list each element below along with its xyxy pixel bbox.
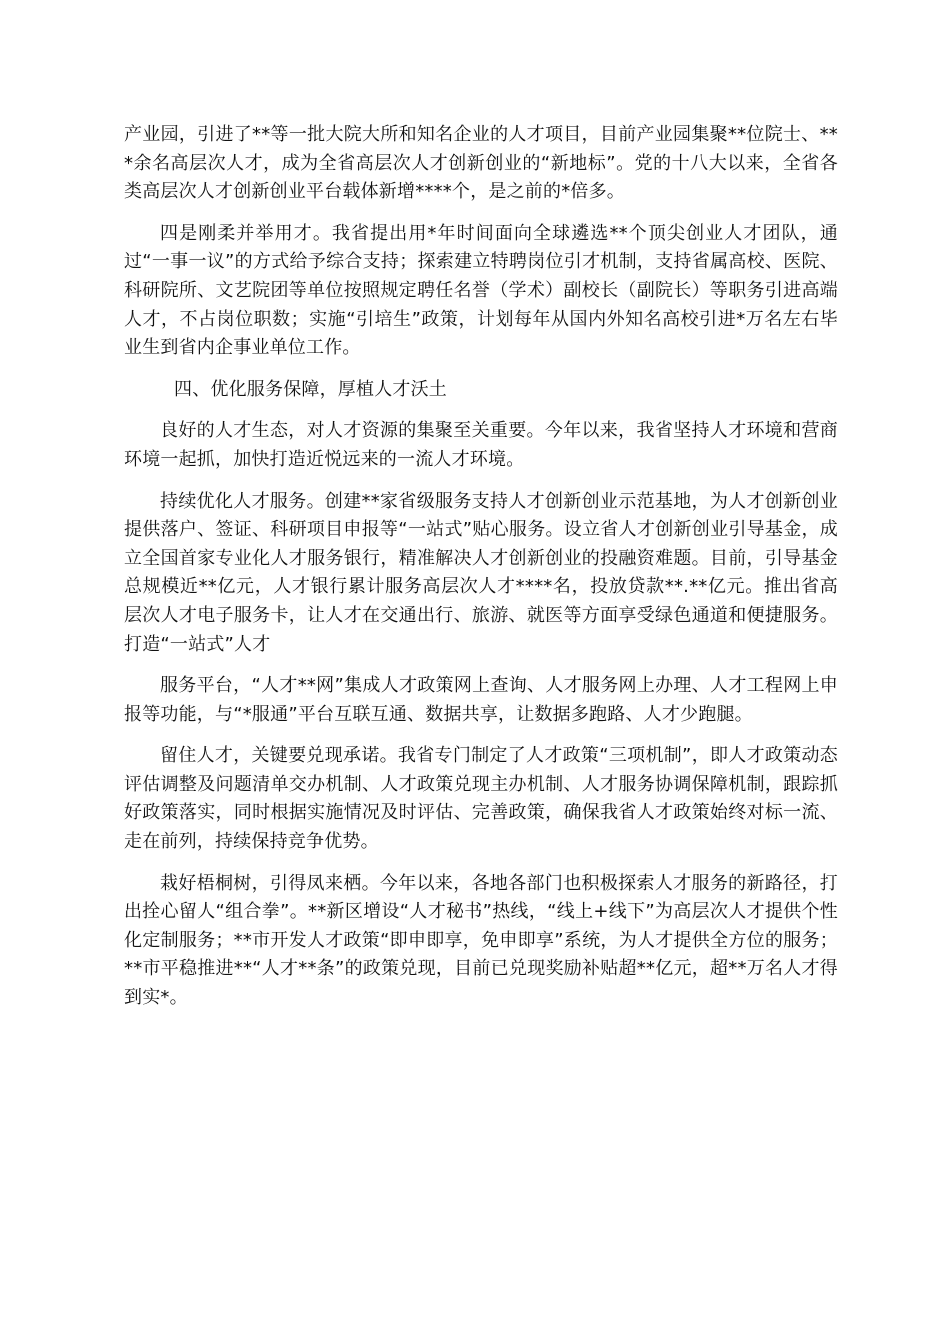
document-body bbox=[124, 121, 838, 1026]
paragraph-flexible-talent-use: 四是刚柔并举用才。我省提出用*年时间面向全球遴选**个顶尖创业人才团队，通过“一事一议”的方式给予综合支持；探索建立特聘岗位引才机制，支持省属高校、医院、科研院所、文艺院团等单位按照规定聘任名誉（学术）副校长（副院长）等职务引进高端人才，不占岗位职数；实施“引培生”政策，计划每年从国内外知名高校引进*万名左右毕业生到省内企事业单位工作。 bbox=[124, 222, 838, 359]
paragraph-service-platform: 服务平台，“人才**网”集成人才政策网上查询、人才服务网上办理、人才工程网上申报等功能，与“*服通”平台互联互通、数据共享，让数据多跑路、人才少跑腿。 bbox=[124, 675, 838, 725]
paragraph-optimize-talent-service: 持续优化人才服务。创建**家省级服务支持人才创新创业示范基地，为人才创新创业提供落户、签证、科研项目申报等“一站式”贴心服务。设立省人才创新创业引导基金，成立全国首家专业化人才服务银行，精准解决人才创新创业的投融资难题。目前，引导基金总规模近**亿元，人才银行累计服务高层次人才****名，投放贷款**.**亿元。推出省高层次人才电子服务卡，让人才在交通出行、旅游、就医等方面享受绿色通道和便捷服务。打造“一站式”人才 bbox=[124, 490, 838, 655]
paragraph-keep-talent-commitment: 留住人才，关键要兑现承诺。我省专门制定了人才政策“三项机制”，即人才政策动态评估调整及问题清单交办机制、人才政策兑现主办机制、人才服务协调保障机制，跟踪抓好政策落实，同时根据实施情况及时评估、完善政策，确保我省人才政策始终对标一流、走在前列，持续保持竞争优势。 bbox=[124, 745, 838, 853]
paragraph-talent-ecology: 良好的人才生态，对人才资源的集聚至关重要。今年以来，我省坚持人才环境和营商环境一起抓，加快打造近悦远来的一流人才环境。 bbox=[124, 420, 838, 470]
paragraph-plant-phoenix-tree: 栽好梧桐树，引得凤来栖。今年以来，各地各部门也积极探索人才服务的新路径，打出拴心留人“组合拳”。**新区增设“人才秘书”热线，“线上+线下”为高层次人才提供个性化定制服务；**市开发人才政策“即申即享，免申即享”系统，为人才提供全方位的服务；**市平稳推进**“人才**条”的政策兑现，目前已兑现奖励补贴超**亿元，超**万名人才得到实*。 bbox=[124, 872, 838, 1009]
section-heading-service-guarantee: 四、优化服务保障，厚植人才沃土 bbox=[174, 378, 447, 400]
paragraph-industrial-park: 产业园，引进了**等一批大院大所和知名企业的人才项目，目前产业园集聚**位院士、***余名高层次人才，成为全省高层次人才创新创业的“新地标”。党的十八大以来，全省各类高层次人才创新创业平台载体新增****个，是之前的*倍多。 bbox=[124, 124, 838, 203]
